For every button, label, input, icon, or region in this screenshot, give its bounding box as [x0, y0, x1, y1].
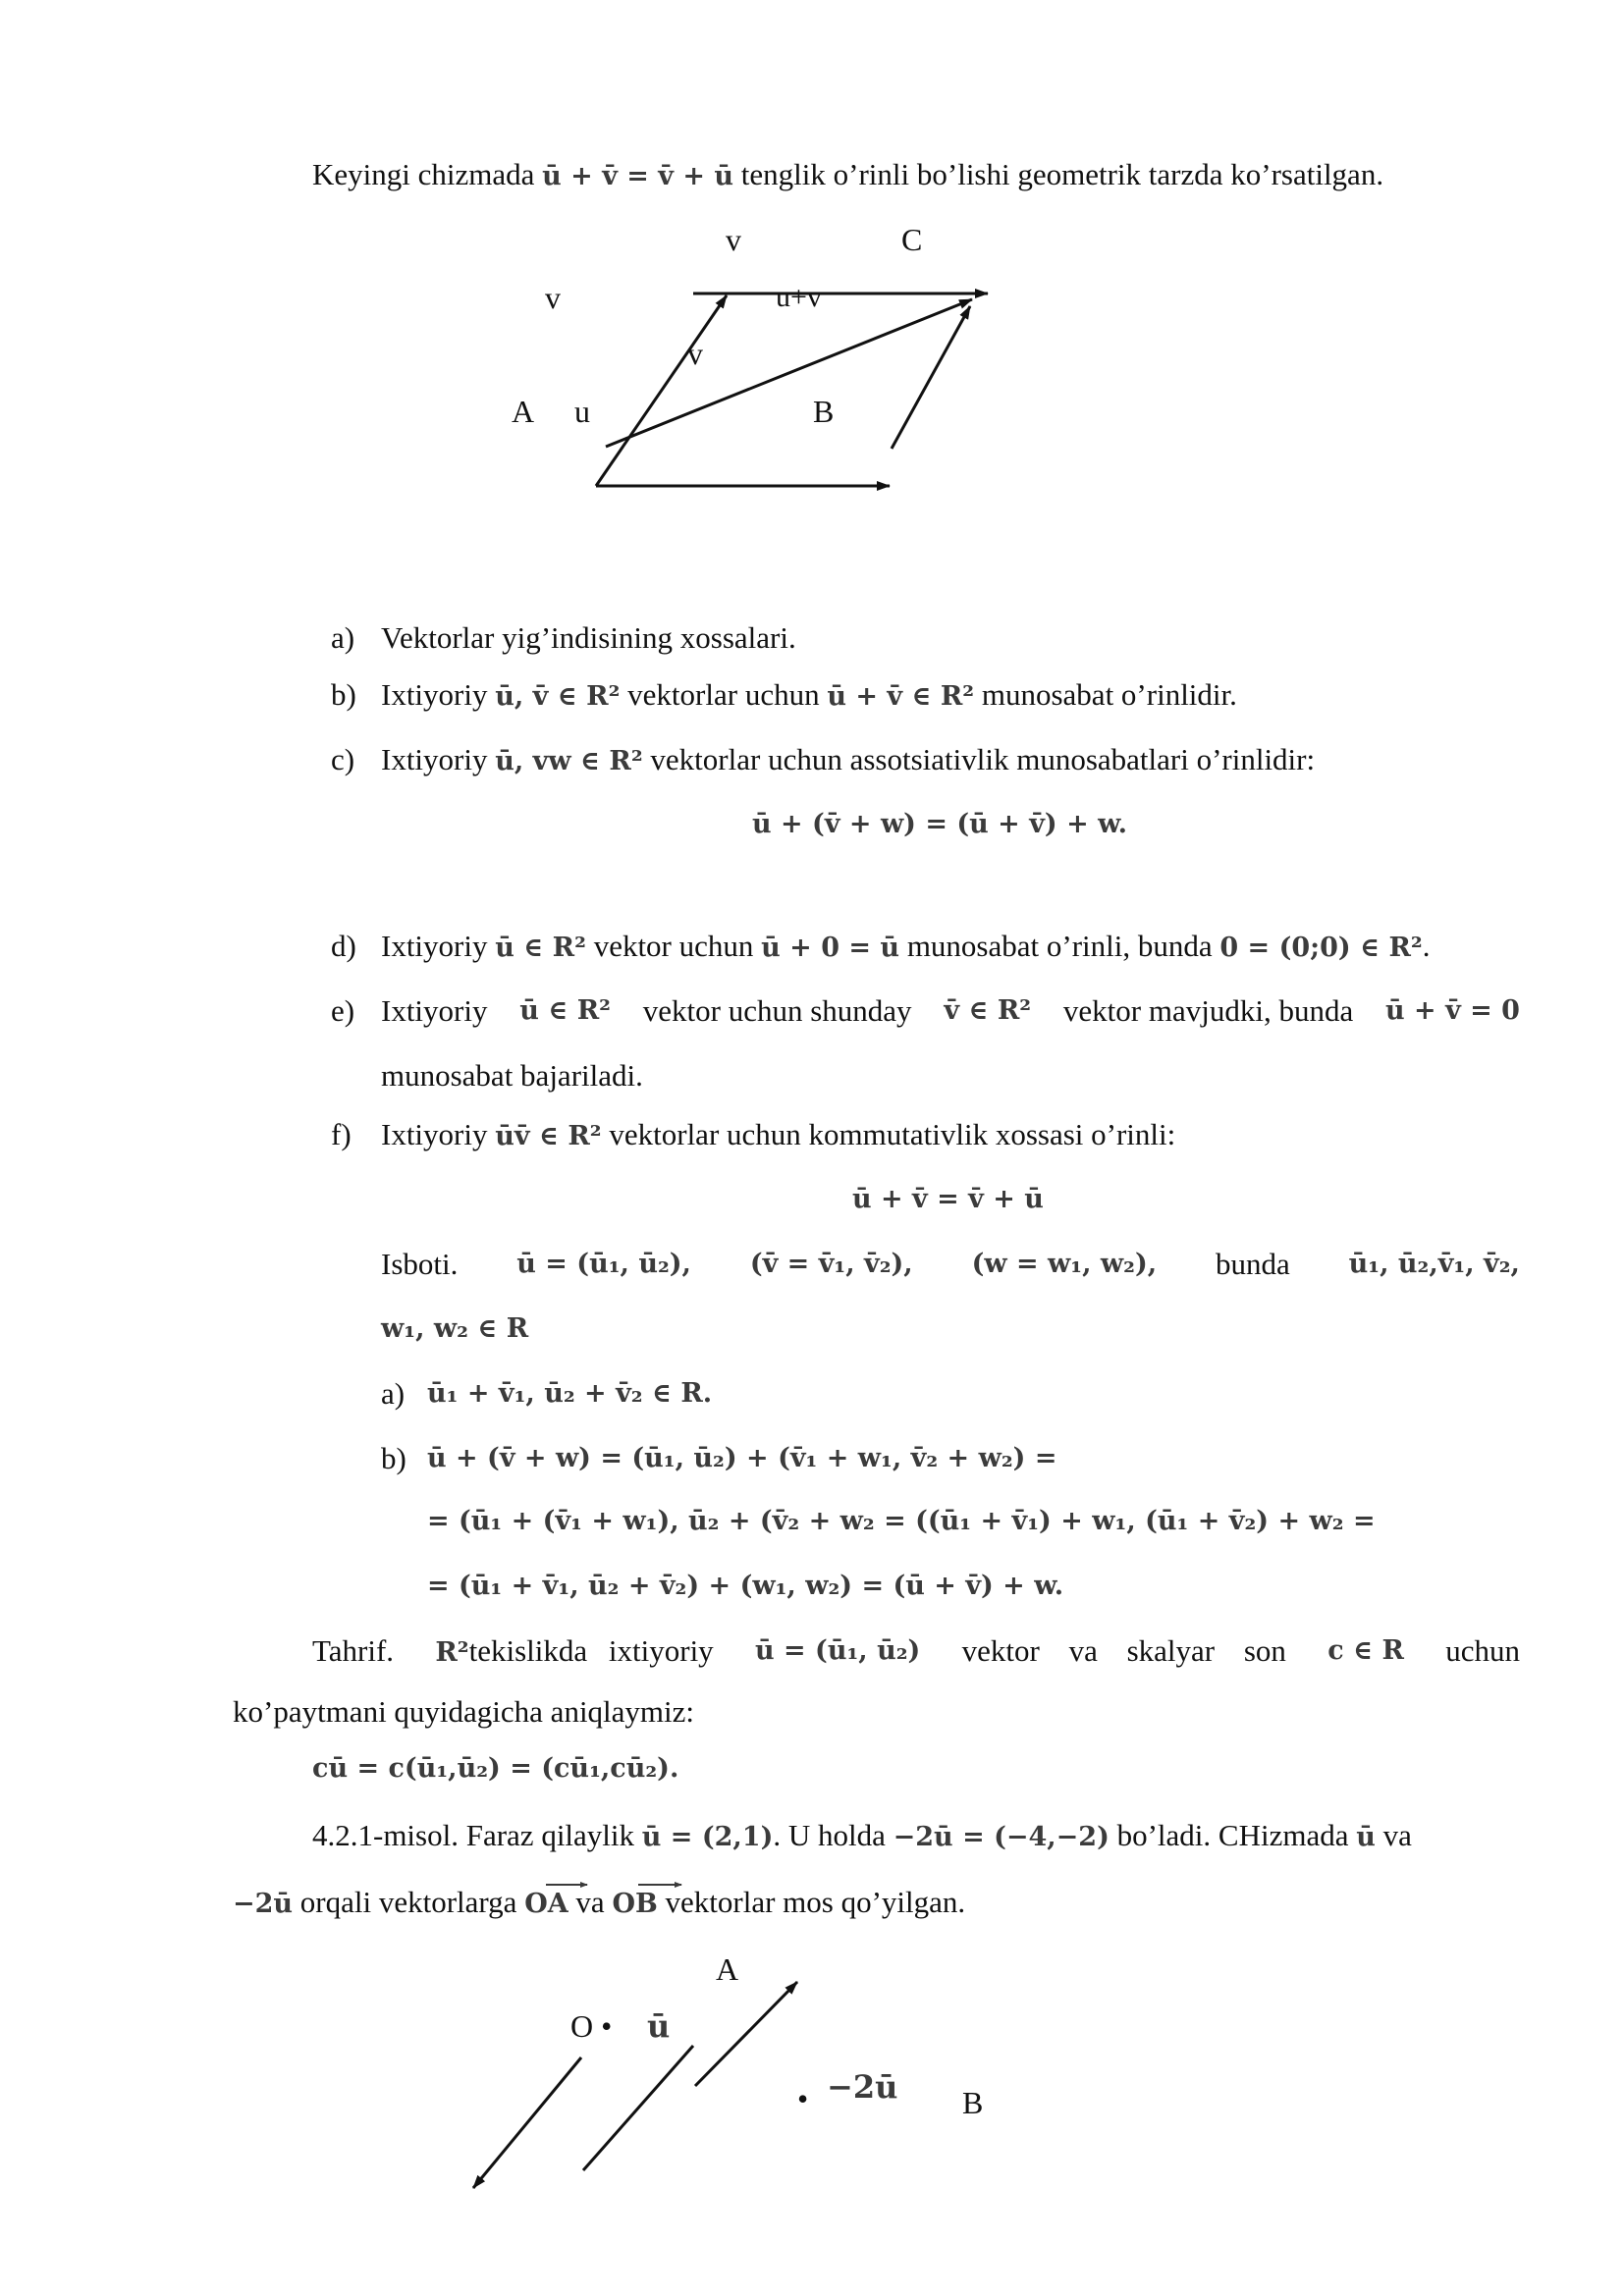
list-text-f: Ixtiyoriy ūv̄ ∈ R² vektorlar uchun kommutativlik xossasi o’rinli: — [381, 1117, 1176, 1151]
fig2-label-u: ū — [647, 2007, 671, 2045]
formula: ū = (ū₁, ū₂), — [516, 1249, 691, 1279]
formula-associativity: ū + (v̄ + w) = (ū + v̄) + w. — [752, 809, 1128, 839]
fig1-label-u: u — [574, 394, 590, 429]
proof-line2: w₁, w₂ ∈ R — [381, 1313, 529, 1344]
fig2-label-o: O • — [570, 2008, 613, 2044]
formula: ū₁, ū₂,v̄₁, v̄₂, — [1348, 1249, 1520, 1279]
formula: c ∈ R — [1327, 1635, 1404, 1666]
fig1-label-b: B — [813, 394, 835, 429]
formula: ū, vw ∈ R² — [495, 746, 643, 776]
list-text-e: Ixtiyoriy ū ∈ R² vektor uchun shunday v̄ ∈ R² vektor mavjudki, bunda ū + v̄ = 0 — [381, 991, 1520, 1031]
proof-a-formula: ū₁ + v̄₁, ū₂ + v̄₂ ∈ R. — [427, 1378, 713, 1409]
proof-b-line1: ū + (v̄ + w) = (ū₁, ū₂) + (v̄₁ + w₁, v̄₂ + w₂) = — [427, 1443, 1057, 1473]
formula: ū — [1356, 1822, 1376, 1852]
definition-formula: cū = c(ū₁,ū₂) = (cū₁,cū₂). — [312, 1753, 679, 1784]
formula: ūv̄ ∈ R² — [495, 1121, 602, 1151]
proof-a-marker: a) — [381, 1376, 406, 1411]
formula: ū = (ū₁, ū₂) — [755, 1635, 921, 1666]
list-marker: a) — [331, 620, 355, 655]
intro-formula: ū + v̄ = v̄ + ū — [542, 161, 734, 191]
example-line2: −2ū orqali vektorlarga OA va OB vektorlar mos qo’yilgan. — [233, 1885, 966, 1919]
list-marker-b: b) — [331, 677, 356, 712]
fig1-label-v-mid: v — [687, 336, 703, 371]
fig2-label-dot: • — [797, 2081, 809, 2116]
list-text-c: Ixtiyoriy ū, vw ∈ R² vektorlar uchun assotsiativlik munosabatlari o’rinlidir: — [381, 742, 1316, 776]
list-marker-e: e) — [331, 993, 355, 1028]
formula: v̄ ∈ R² — [944, 995, 1032, 1026]
vector-u-line — [583, 2046, 693, 2170]
proof-b-line3: = (ū₁ + v̄₁, ū₂ + v̄₂) + (w₁, w₂) = (ū + v̄) + w. — [427, 1571, 1064, 1601]
fig1-label-u-plus-v: u+v — [776, 281, 822, 313]
list-text-d: Ixtiyoriy ū ∈ R² vektor uchun ū + 0 = ū munosabat o’rinli, bunda 0 = (0;0) ∈ R². — [381, 929, 1431, 963]
list-marker-f: f) — [331, 1117, 352, 1151]
list-text-b: Ixtiyoriy ū, v̄ ∈ R² vektorlar uchun ū + v̄ ∈ R² munosabat o’rinlidir. — [381, 677, 1237, 712]
vector-oa: OA — [524, 1889, 568, 1919]
formula: (w = w₁, w₂), — [971, 1249, 1158, 1279]
list-text-e-line2: munosabat bajariladi. — [381, 1058, 643, 1093]
formula: ū, v̄ ∈ R² — [495, 681, 621, 712]
formula: ū ∈ R² — [495, 933, 586, 963]
definition-label: Tahrif. — [312, 1633, 395, 1668]
fig2-label-minus-2u: −2ū — [827, 2068, 898, 2106]
fig1-label-a: A — [512, 394, 535, 429]
formula: ū + 0 = ū — [761, 933, 900, 963]
list-text-a: Vektorlar yig’indisining xossalari. — [381, 620, 796, 655]
vector-minus-2u — [473, 2057, 581, 2188]
formula: ū + v̄ ∈ R² — [827, 681, 975, 712]
list-marker-d: d) — [331, 929, 356, 963]
formula: (v̄ = v̄₁, v̄₂), — [749, 1249, 913, 1279]
formula: ū ∈ R² — [519, 995, 611, 1026]
fig2-label-b: B — [962, 2085, 984, 2120]
formula: −2ū = (−4,−2) — [893, 1822, 1110, 1852]
vector-ob: OB — [612, 1889, 658, 1919]
vector-oa — [695, 1982, 797, 2086]
proof-b-marker: b) — [381, 1441, 406, 1475]
formula: R² — [435, 1637, 469, 1668]
formula: 0 = (0;0) ∈ R² — [1219, 933, 1423, 963]
intro-text-after: tenglik o’rinli bo’lishi geometrik tarzda ko’rsatilgan. — [733, 157, 1384, 191]
fig2-label-a: A — [716, 1951, 739, 1987]
definition-line2: ko’paytmani quyidagicha aniqlaymiz: — [233, 1694, 695, 1729]
intro-text-before: Keyingi chizmada — [312, 157, 543, 191]
formula: ū = (2,1) — [641, 1822, 774, 1852]
formula: −2ū — [233, 1889, 294, 1919]
fig1-label-v-top: v — [726, 222, 741, 257]
fig1-label-v-left: v — [545, 280, 561, 315]
formula-commutativity: ū + v̄ = v̄ + ū — [852, 1184, 1044, 1214]
formula: ū + v̄ = 0 — [1385, 995, 1520, 1026]
proof-b-line2: = (ū₁ + (v̄₁ + w₁), ū₂ + (v̄₂ + w₂ = ((ū₁ + v̄₁) + w₁, (ū₁ + v̄₂) + w₂ = — [427, 1506, 1376, 1536]
proof-label: Isboti. — [381, 1247, 459, 1281]
proof-line1: Isboti. ū = (ū₁, ū₂), (v̄ = v̄₁, v̄₂), (w = w₁, w₂), bunda ū₁, ū₂,v̄₁, v̄₂, — [381, 1245, 1520, 1284]
example-line1: 4.2.1-misol. Faraz qilaylik ū = (2,1). U holda −2ū = (−4,−2) bo’ladi. CHizmada ū va — [312, 1818, 1412, 1852]
list-marker-c: c) — [331, 742, 355, 776]
fig1-label-c: C — [901, 222, 923, 257]
definition-line1: Tahrif. R²tekislikda ixtiyoriy ū = (ū₁, ū₂) vektor va skalyar son c ∈ R uchun — [312, 1631, 1520, 1673]
